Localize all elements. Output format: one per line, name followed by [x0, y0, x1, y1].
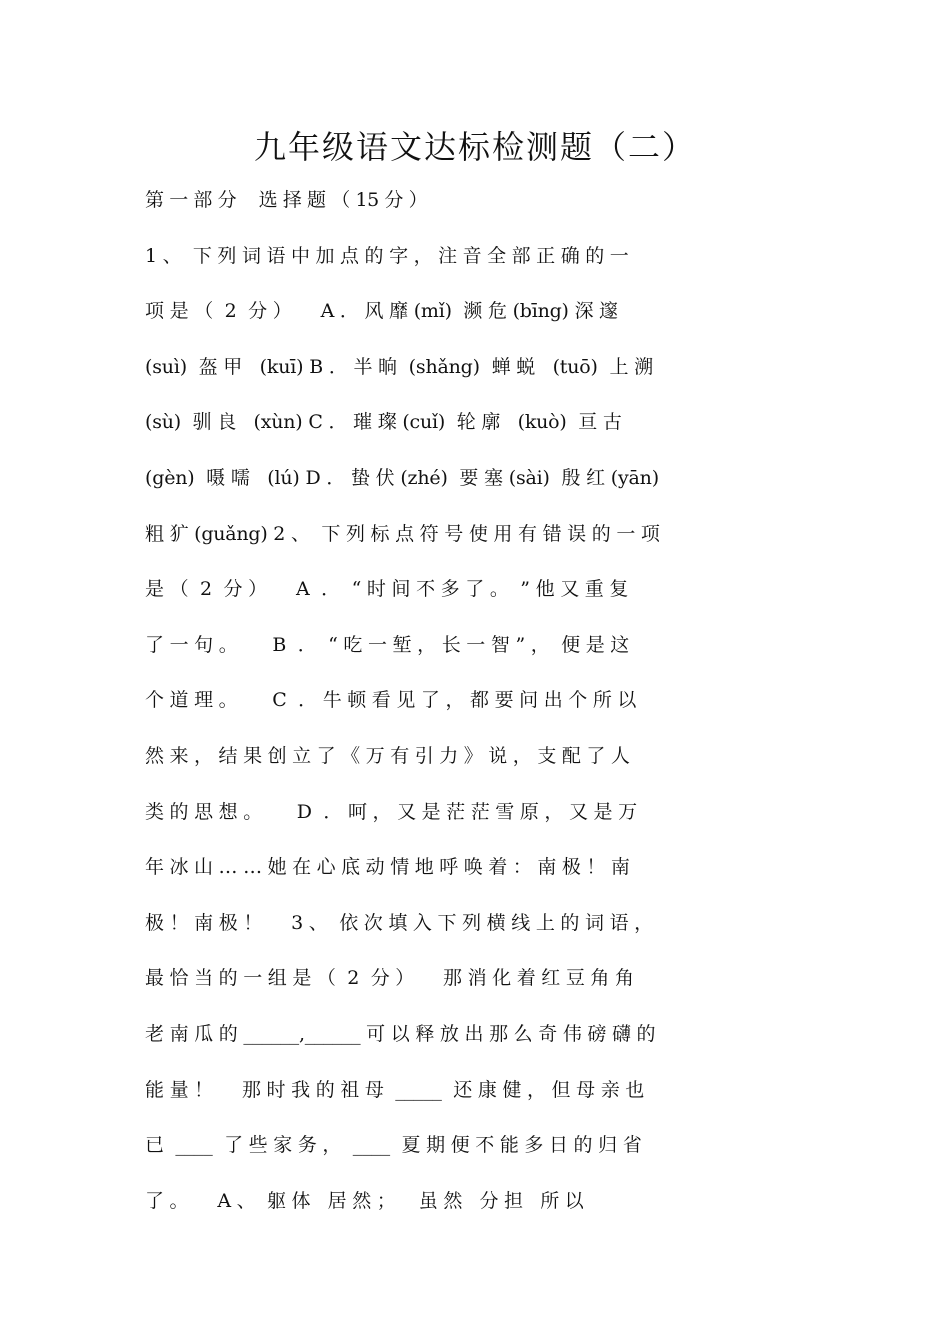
- text-line: 已 ____ 了 些 家 务 ， ____ 夏 期 便 不 能 多 日 的 归 省: [145, 1134, 642, 1156]
- text-line: 第 一 部 分 选 择 题 （ 15 分 ）: [145, 189, 428, 211]
- text-line: 粗 犷 (guǎng) 2 、 下 列 标 点 符 号 使 用 有 错 误 的 一 项: [145, 523, 660, 545]
- page-title: 九年级语文达标检测题（二）: [253, 128, 696, 166]
- text-line: (suì) 盔 甲 (kuī) B ． 半 晌 (shǎng) 蝉 蜕 (tuō) 上 溯: [145, 356, 653, 378]
- text-line: 能 量 ！ 那 时 我 的 祖 母 _____ 还 康 健 ， 但 母 亲 也: [145, 1079, 645, 1101]
- text-line: 个 道 理 。 C ． 牛 顿 看 见 了 ， 都 要 问 出 个 所 以: [145, 689, 637, 711]
- text-line: 了 一 句 。 B ． “ 吃 一 堑 ， 长 一 智 ” ， 便 是 这: [145, 634, 630, 656]
- text-line: 年 冰 山 … … 她 在 心 底 动 情 地 呼 唤 着 ： 南 极 ！ 南: [145, 856, 630, 878]
- text-line: 1 、 下 列 词 语 中 加 点 的 字 ， 注 音 全 部 正 确 的 一: [145, 245, 629, 267]
- text-line: 极 ！ 南 极 ！ 3 、 依 次 填 入 下 列 横 线 上 的 词 语 ，: [145, 912, 653, 934]
- text-line: 然 来 ， 结 果 创 立 了 《 万 有 引 力 》 说 ， 支 配 了 人: [145, 745, 630, 767]
- text-line: 最 恰 当 的 一 组 是 （ 2 分 ） 那 消 化 着 红 豆 角 角: [145, 967, 634, 989]
- text-line: (gèn) 嗫 嚅 (lú) D ． 蛰 伏 (zhé) 要 塞 (sài) 殷 红 (yān): [145, 467, 659, 489]
- text-line: 类 的 思 想 。 D ． 呵 ， 又 是 茫 茫 雪 原 ， 又 是 万: [145, 801, 637, 823]
- text-line: 老 南 瓜 的 ______,______ 可 以 释 放 出 那 么 奇 伟 磅 礴 的: [145, 1023, 656, 1045]
- text-line: (sù) 驯 良 (xùn) C ． 璀 璨 (cuǐ) 轮 廓 (kuò) 亘 古: [145, 411, 622, 433]
- text-line: 是 （ 2 分 ） A ． “ 时 间 不 多 了 。 ” 他 又 重 复: [145, 578, 629, 600]
- text-line: 了 。 A 、 躯 体 居 然 ； 虽 然 分 担 所 以: [145, 1190, 584, 1212]
- text-line: 项 是 （ 2 分 ） A ． 风 靡 (mǐ) 濒 危 (bīng) 深 邃: [145, 300, 618, 322]
